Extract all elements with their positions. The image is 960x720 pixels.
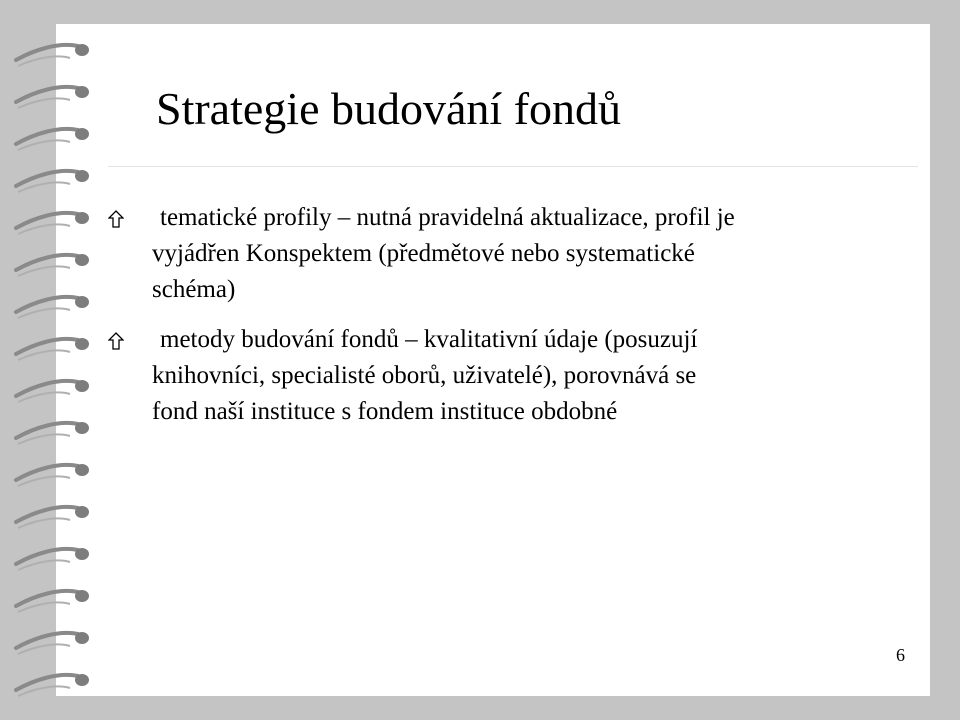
bullet-line: schéma) xyxy=(152,276,236,303)
spiral-ring xyxy=(16,86,89,108)
spiral-ring xyxy=(16,674,89,696)
spiral-ring xyxy=(16,632,89,654)
bullet-line: vyjádřen Konspektem (předmětové nebo systematické xyxy=(152,240,695,267)
bullet-item xyxy=(100,200,900,308)
hollow-up-arrow-icon xyxy=(108,210,124,228)
spiral-ring xyxy=(16,128,89,150)
bullet-text xyxy=(152,322,900,430)
spiral-ring xyxy=(16,212,89,234)
bullet-line: fond naší instituce s fondem instituce obdobné xyxy=(152,398,618,425)
spiral-ring xyxy=(16,44,89,66)
spiral-ring xyxy=(16,380,89,402)
hollow-up-arrow-icon xyxy=(108,332,124,350)
slide-title: Strategie budování fondů xyxy=(156,83,622,134)
spiral-ring xyxy=(16,296,89,318)
spiral-binding xyxy=(0,0,110,720)
spiral-ring xyxy=(16,590,89,612)
spiral-ring xyxy=(16,254,89,276)
page-number: 6 xyxy=(896,645,905,665)
bullet-line: metody budování fondů – kvalitativní údaje (posuzují xyxy=(160,326,698,353)
bullet-item xyxy=(100,322,900,430)
spiral-ring xyxy=(16,464,89,486)
title-divider xyxy=(108,166,918,167)
spiral-ring xyxy=(16,338,89,360)
bullet-list xyxy=(100,200,900,444)
bullet-line: knihovníci, specialisté oborů, uživatelé), porovnává se xyxy=(152,362,697,389)
spiral-ring xyxy=(16,170,89,192)
spiral-ring xyxy=(16,506,89,528)
spiral-ring xyxy=(16,548,89,570)
bullet-text xyxy=(152,200,900,308)
bullet-line: tematické profily – nutná pravidelná aktualizace, profil je xyxy=(160,204,735,231)
spiral-ring xyxy=(16,422,89,444)
